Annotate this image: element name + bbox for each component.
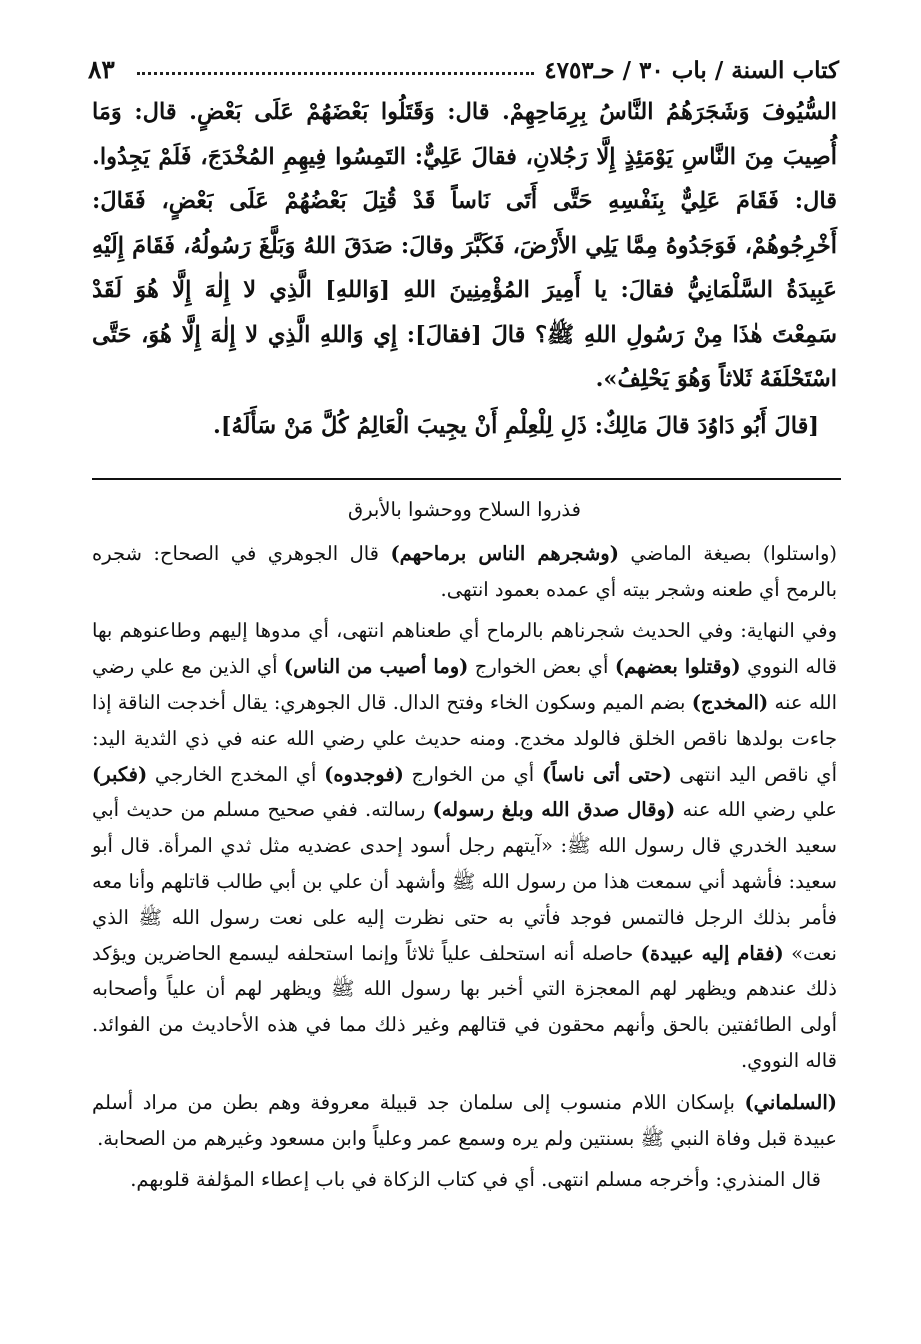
dotted-leader bbox=[137, 72, 534, 75]
hadith-text bbox=[92, 90, 837, 448]
commentary-paragraph-2 bbox=[92, 613, 837, 1078]
commentary-paragraph-1 bbox=[92, 536, 837, 608]
text-run: بإسكان اللام منسوب إلى سلمان جد قبيلة معروفة وهم بطن من مراد أسلم عبيدة قبل وفاة النبي ﷺ بسنتين ولم يره وسمع عمر وعلياً وابن مسعود وغيرهم من الصحابة. bbox=[92, 1090, 837, 1150]
bold-term: (حتى أتى ناساً) bbox=[541, 762, 672, 786]
commentary-paragraph-3 bbox=[92, 1085, 837, 1157]
commentary bbox=[92, 492, 837, 1204]
commentary-paragraph-4: قال المنذري: وأخرجه مسلم انتهى. أي في كتاب الزكاة في باب إعطاء المؤلفة قلوبهم. bbox=[130, 1168, 821, 1192]
bold-term: (وقال صدق الله وبلغ رسوله) bbox=[432, 798, 676, 822]
text-run: قال الجوهري في الصحاح: شجره بالرمح أي طعنه وشجر بيته أي عمده بعمود انتهى. bbox=[92, 541, 837, 601]
bold-term: (فوجدوه) bbox=[324, 762, 404, 786]
text-run: علي رضي الله عنه bbox=[675, 798, 837, 822]
hadith-paragraph: السُّيُوفَ وَشَجَرَهُمُ النَّاسُ بِرِمَاحِهِمْ. قال: وَقَتَلُوا بَعْضَهُمْ عَلَى بَعْضٍ. قال: وَمَا أُصِيبَ مِنَ النَّاسِ يَوْمَئِذٍ إِلَّا رَجُلانِ، فقالَ عَلِيٌّ: التَمِسُوا فِيهِمِ المُخْدَجَ، فَلَمْ يَجِدُوا. قال: فَقَامَ عَلِيٌّ بِنَفْسِهِ حَتَّى أَتَى نَاساً قَدْ قُتِلَ بَعْضُهُمْ عَلَى بَعْضٍ، فَقَالَ: أَخْرِجُوهُمْ، فَوَجَدُوهُ مِمَّا يَلِي الأَرْضَ، فَكَبَّرَ وقالَ: صَدَقَ اللهُ وَبَلَّغَ رَسُولُهُ، فَقَامَ إِلَيْهِ عَبِيدَةُ السَّلْمَانِيُّ فقالَ: يا أَمِيرَ المُؤْمِنِينَ اللهِ [وَاللهِ] الَّذِي لا إِلٰهَ إِلَّا هُوَ لَقَدْ سَمِعْتَ هٰذَا مِنْ رَسُولِ اللهِ ﷺ؟ قالَ [فقالَ]: إِي وَاللهِ الَّذِي لا إِلٰهَ إِلَّا هُوَ، حَتَّى اسْتَحْلَفَهُ ثَلاثاً وَهُوَ يَحْلِفُ». bbox=[92, 99, 837, 392]
text-run: بضم الميم وسكون الخاء وفتح الدال. قال الجوهري: يقال أخدجت الناقة إذا جاءت بولدها ناقص الخلق فالولد مخدج. ومنه حديث علي رضي الله عنه في ذي الثدية اليد: أي ناقص اليد انتهى bbox=[92, 690, 837, 786]
text-run: أي الذين مع علي رضي الله عنه bbox=[92, 655, 837, 714]
poetry-verse: فذروا السلاح ووحشوا بالأبرق bbox=[348, 498, 581, 521]
page-number: ٨٣ bbox=[88, 55, 115, 84]
bold-term: (وقتلوا بعضهم) bbox=[614, 655, 741, 679]
bold-term: (وشجرهم الناس برماحهم) bbox=[390, 541, 619, 565]
running-head: كتاب السنة / باب ٣٠ / حـ٤٧٥٣ bbox=[544, 57, 839, 84]
bold-term: (السلماني) bbox=[744, 1090, 837, 1114]
text-run: أي المخدج الخارجي bbox=[147, 762, 325, 786]
bold-term: (المخدج) bbox=[691, 690, 769, 714]
section-divider bbox=[92, 478, 841, 480]
text-run: أي بعض الخوارج bbox=[468, 655, 615, 679]
bold-term: (وما أصيب من الناس) bbox=[283, 655, 469, 679]
text-run: (واستلوا) بصيغة الماضي bbox=[618, 541, 837, 565]
text-run: رسالته. ففي صحيح مسلم من حديث أبي سعيد الخدري قال رسول الله ﷺ: «آيتهم رجل أسود إحدى عضديه مثل ثدي المرأة. قال أبو سعيد: فأشهد أني سمعت هذا من رسول الله ﷺ وأشهد أن علي بن أبي طالب قاتلهم وأنا معه فأمر بذلك الرجل فالتمس فوجد فأتي به حتى نظرت إليه على نعت رسول الله ﷺ الذي نعت» bbox=[92, 798, 837, 965]
text-run: حاصله أنه استحلف علياً ثلاثاً وإنما استحلفه ليسمع الحاضرين ويؤكد ذلك عندهم ويظهر لهم المعجزة التي أخبر بها رسول الله ﷺ ويظهر لهم أن علياً وأصحابه أولى الطائفتين بالحق وأنهم محقون في قتالهم وغير ذلك مما في هذه الأحاديث من الفوائد. قاله النووي. bbox=[92, 941, 837, 1072]
bold-term: (فكبر) bbox=[92, 762, 148, 786]
abu-dawud-note: [قالَ أَبُو دَاوُدَ قالَ مَالِكٌ: ذَلِ لِلْعِلْمِ أَنْ يجِيبَ الْعَالِمُ كُلَّ مَنْ سَأَلَهُ]. bbox=[213, 412, 819, 439]
text-run: أي من الخوارج bbox=[403, 762, 542, 786]
text-run: وفي النهاية: وفي الحديث شجرناهم بالرماح أي طعناهم انتهى، أي مدوها إليهم وطاعنوهم بها قاله النووي bbox=[92, 619, 837, 679]
page-header bbox=[88, 40, 839, 82]
bold-term: (فقام إليه عبيدة) bbox=[640, 941, 784, 965]
